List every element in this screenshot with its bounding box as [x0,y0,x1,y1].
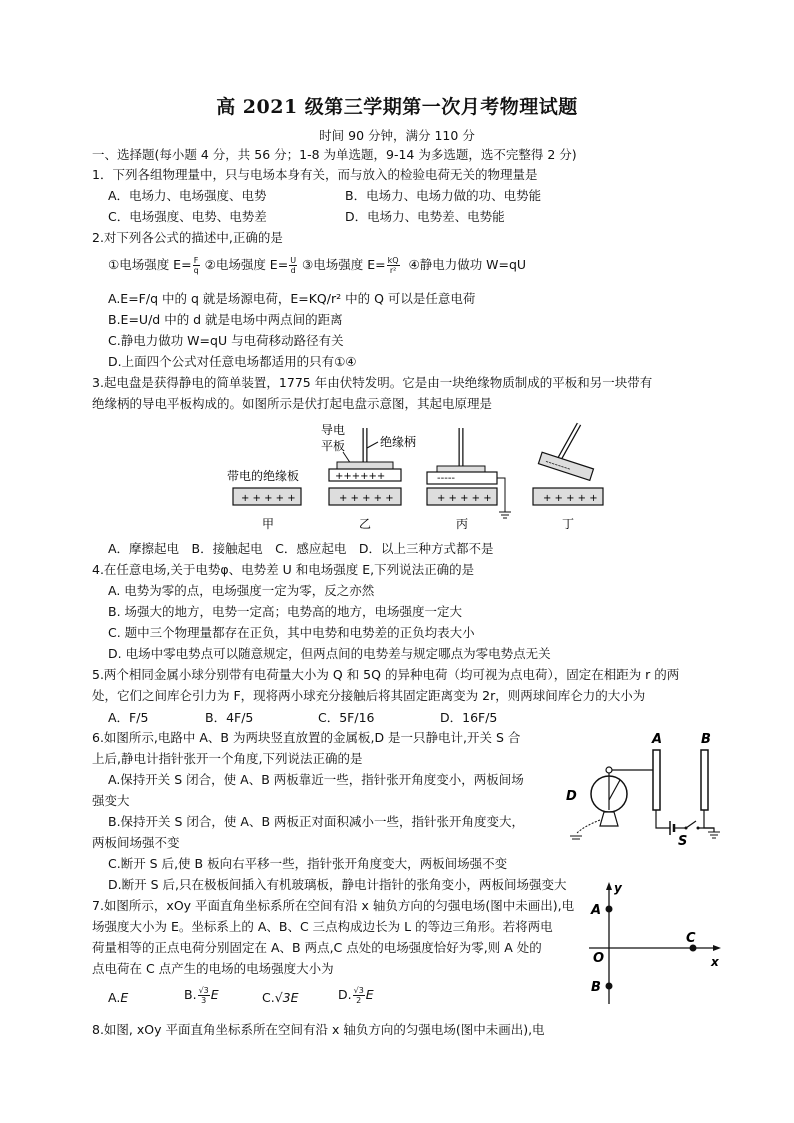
q6-stem-line2: 上后,静电计指针张开一个角度,下列说法正确的是 [92,751,363,766]
section-heading: 一、选择题(每小题 4 分，共 56 分；1-8 为单选题，9-14 为多选题，选不完整得 2 分) [92,147,577,162]
q4-option-a: A. 电势为零的点，电场强度一定为零，反之亦然 [108,583,375,598]
q6-option-c: C.断开 S 后,使 B 板向右平移一些，指针张开角度变大，两板间场强不变 [108,856,508,871]
electrophorus-figure [225,420,605,536]
q1-option-d: D．电场力、电势差、电势能 [345,209,505,224]
q4-option-d: D. 电场中零电势点可以随意规定，但两点间的电势差与规定哪点为零电势点无关 [108,646,551,661]
caption-4: 丁 [562,517,575,531]
formula-1-fraction: $\frac{F}{q}$ [193,256,199,275]
q6-stem-line1: 6.如图所示,电路中 A、B 为两块竖直放置的金属板,D 是一只静电计,开关 S 合 [92,730,521,745]
charged-board-label: 带电的绝缘板 [227,469,300,483]
board-1-charges: + + + + + [241,493,296,504]
formula-4: ④静电力做功 W=qU [408,257,527,272]
q2-option-a: A.E=F/q 中的 q 就是场源电荷，E=KQ/r² 中的 Q 可以是任意电荷 [108,291,476,306]
formula-3-label: ③电场强度 E= [302,257,386,272]
q7-stem-line4: 点电荷在 C 点产生的电场的电场强度大小为 [92,961,334,976]
formula-2-label: ②电场强度 E= [204,257,289,272]
svg-text:--------: -------- [543,456,572,475]
q1-stem: 1．下列各组物理量中，只与电场本身有关，而与放入的检验电荷无关的物理量是 [92,167,538,182]
exam-time-info: 时间 90 分钟，满分 110 分 [319,128,475,143]
q3-stem-line2: 绝缘柄的导电平板构成的。如图所示是伏打起电盘示意图，其起电原理是 [92,396,493,411]
q5-stem-line1: 5.两个相同金属小球分别带有电荷量大小为 Q 和 5Q 的异种电荷（均可视为点电荷），固定在相距为 r 的两 [92,667,680,682]
q5-stem-line2: 处，它们之间库仑引力为 F，现将两小球充分接触后将其固定距离变为 2r，则两球间库仑力的大小为 [92,688,646,703]
svg-text:+ + + + +: + + + + + [437,493,492,504]
switch-label: S [678,834,688,848]
svg-text:O: O [593,951,605,966]
conducting-plate-label-2: 平板 [321,439,346,453]
q1-option-b: B．电场力、电场力做的功、电势能 [345,188,542,203]
q7-option-c: C.√3E [262,990,299,1005]
q7-stem-line3: 荷量相等的正点电荷分别固定在 A、B 两点,C 点处的电场强度恰好为零,则 A 处的 [92,940,542,955]
plate-b [701,750,708,810]
plate-b-label: B [701,732,711,747]
q6-option-a-line2: 强变大 [92,793,130,808]
q1-option-c: C．电场强度、电势、电势差 [108,209,267,224]
insulating-handle-label: 绝缘柄 [380,435,417,449]
page-title: 高 2021 级第三学期第一次月考物理试题 [216,96,578,118]
caption-1: 甲 [262,517,275,531]
electroscope-label: D [566,789,577,804]
svg-text:+ + + + +: + + + + + [339,493,394,504]
formula-3-fraction: $\frac{kQ}{\text{r²}}$ [387,256,399,275]
q2-stem: 2.对下列各公式的描述中,正确的是 [92,230,283,245]
q6-option-a-line1: A.保持开关 S 闭合，使 A、B 两板靠近一些，指针张开角度变小，两板间场 [108,772,524,787]
q2-option-c: C.静电力做功 W=qU 与电荷移动路径有关 [108,333,344,348]
formula-1-label: ①电场强度 E= [108,257,192,272]
q7-option-b: B. $\frac{√3}{3}$ E [184,986,219,1005]
point-b [606,983,613,990]
plate-a [653,750,660,810]
point-a [606,906,613,913]
plate-3-charges: ----- [437,473,456,484]
q7-option-d: D. $\frac{√3}{2}$ E [338,986,374,1005]
svg-text:y: y [614,881,622,895]
q1-option-a: A．电场力、电场强度、电势 [108,188,267,203]
q7-stem-line2: 场强度大小为 E。坐标系上的 A、B、C 三点构成边长为 L 的等边三角形。若将两电 [92,919,553,934]
conducting-plate-label: 导电 [321,423,346,437]
q2-formulas [108,256,526,275]
svg-text:+ + + + +: + + + + + [543,493,598,504]
q4-stem: 4.在任意电场,关于电势φ、电势差 U 和电场强度 E,下列说法正确的是 [92,562,475,577]
q6-option-b-line1: B.保持开关 S 闭合，使 A、B 两板正对面积减小一些，指针张开角度变大， [108,814,525,829]
q4-option-b: B. 场强大的地方，电势一定高；电势高的地方，电场强度一定大 [108,604,463,619]
q5-option-c: C．5F/16 [318,710,375,725]
switch-s [686,821,696,828]
plate-2-charges: ++++++ [335,471,386,482]
q6-option-d: D.断开 S 后,只在极板间插入有机玻璃板，静电计指针的张角变小，两板间场强变大 [108,877,567,892]
q4-option-c: C. 题中三个物理量都存在正负，其中电势和电势差的正负均表大小 [108,625,475,640]
formula-2-fraction: $\frac{U}{d}$ [290,256,297,275]
caption-3: 丙 [456,517,469,531]
q7-option-a: A.E [108,990,129,1005]
q2-option-d: D.上面四个公式对任意电场都适用的只有①④ [108,354,357,369]
q3-options: A．摩擦起电 B．接触起电 C．感应起电 D．以上三种方式都不是 [108,541,494,556]
svg-text:A: A [591,903,602,918]
svg-text:C: C [686,931,696,946]
svg-text:B: B [591,980,601,995]
q5-option-a: A．F/5 [108,710,149,725]
plate-a-label: A [652,732,663,747]
q5-option-d: D．16F/5 [440,710,498,725]
electroscope-circuit-figure [560,728,740,848]
caption-2: 乙 [359,517,372,531]
q3-stem-line1: 3.起电盘是获得静电的简单装置，1775 年由伏特发明。它是由一块绝缘物质制成的平板和另一块带有 [92,375,653,390]
q7-stem-line1: 7.如图所示，xOy 平面直角坐标系所在空间有沿 x 轴负方向的匀强电场(图中未画出),电 [92,898,575,913]
q5-option-b: B．4F/5 [205,710,254,725]
q6-option-b-line2: 两板间场强不变 [92,835,180,850]
q8-stem-line1: 8.如图, xOy 平面直角坐标系所在空间有沿 x 轴负方向的匀强电场(图中未画出),电 [92,1022,545,1037]
svg-text:x: x [711,955,719,969]
coordinate-figure [585,880,735,1010]
q2-option-b: B.E=U/d 中的 d 就是电场中两点间的距离 [108,312,343,327]
